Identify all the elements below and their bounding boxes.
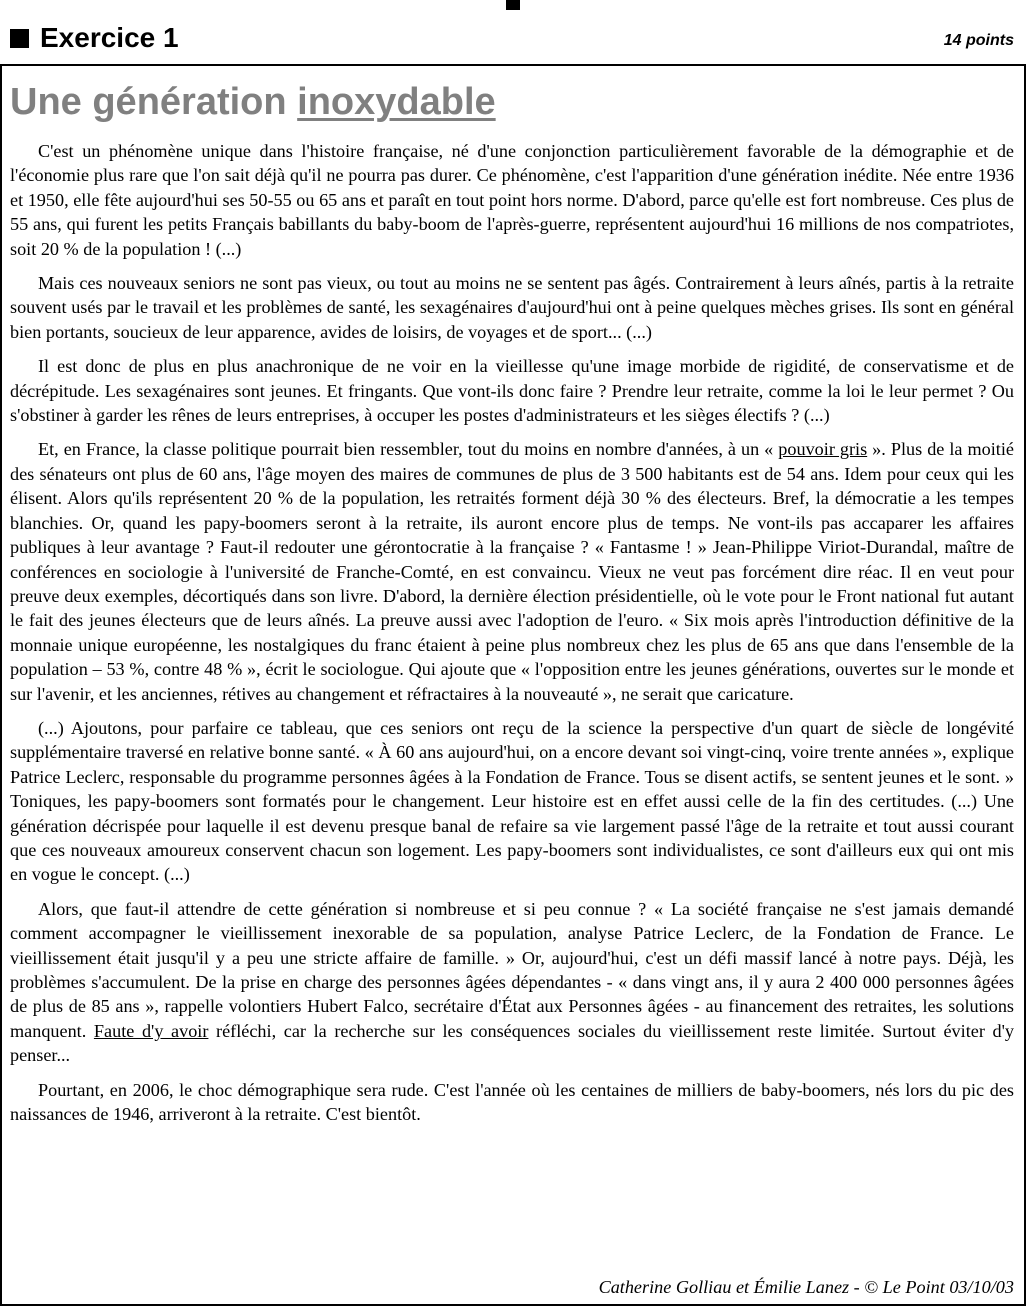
article-title <box>10 80 496 124</box>
paragraph-4-rest: ». Plus de la moitié des sénateurs ont plus de 60 ans, l'âge moyen des maires de communes de plus de 3 500 habitants est de 54 ans. Idem pour ceux qui les élisent. Alors qu'ils représentent 20 % de la population, les retraités forment déjà 30 % des électeurs. Bref, la démocratie a les tempes blanchies. Or, quand les papy-boomers seront à la retraite, ils auront encore plus de temps. Ne vont-ils pas accaparer les affaires publiques à leur avantage ? Faut-il redouter une gérontocratie à la française ? « Fantasme ! » Jean-Philippe Viriot-Durandal, maître de conférences en sociologie à l'université de Franche-Comté, en est convaincu. Vieux ne veut pas forcément dire réac. Il en veut pour preuve deux exemples, décortiqués dans son livre. D'abord, la dernière élection présidentielle, où le vote pour le Front national fut autant le fait des jeunes électeurs que de leurs aînés. La preuve aussi avec l'adoption de l'euro. « Six mois après l'introduction définitive de la monnaie unique européenne, les nostalgiques du franc étaient à peine plus nombreux chez les plus de 65 ans que dans l'ensemble de la population – 53 %, contre 48 % », écrit le sociologue. Qui ajoute que « l'opposition entre les jeunes générations, ouvertes sur le monde et sur l'avenir, et les anciennes, rétives au changement et réfractaires à la nouveauté », ne serait que caricature. <box>10 439 1014 704</box>
article-title-underlined: inoxydable <box>297 81 496 123</box>
paragraph-6-start: Alors, que faut-il attendre de cette génération si nombreuse et si peu connue ? « La société française ne s'est jamais demandé comment accompagner le vieillissement inexorable de sa population, analyse Patrice Leclerc, de la Fondation de France. Le vieillissement était jusqu'il y a peu une stricte affaire de famille. » Or, aujourd'hui, c'est un défi massif lancé à notre pays. Déjà, les problèmes s'accumulent. De la prise en charge des personnes âgées dépendantes - « dans vingt ans, il y aura 2 400 000 personnes âgées de plus de 85 ans », rappelle volontiers Hubert Falco, secrétaire d'État aux Personnes âgées - au financement des retraites, les solutions manquent. <box>10 898 1014 1041</box>
paragraph-6 <box>10 897 1014 1068</box>
square-bullet-icon <box>10 29 29 48</box>
top-marker <box>506 0 520 10</box>
article-signature: Catherine Golliau et Émilie Lanez - © Le Point 03/10/03 <box>598 1277 1014 1297</box>
paragraph-2: Mais ces nouveaux seniors ne sont pas vieux, ou tout au moins ne se sentent pas âgés. Contrairement à leurs aînés, partis à la retraite souvent usés par le travail et les problèmes de santé, les sexagénaires d'aujourd'hui ont à peine quelques mèches grises. Ils sont en général bien portants, soucieux de leur apparence, avides de loisirs, de voyages et de sport... (...) <box>10 273 1014 342</box>
paragraph-3: Il est donc de plus en plus anachronique de ne voir en la vieillesse qu'une image morbide de rigidité, de conservatisme et de décrépitude. Les sexagénaires sont jeunes. Et fringants. Que vont-ils donc faire ? Prendre leur retraite, comme la loi le leur permet ? Ou s'obstiner à garder les rênes de leurs entreprises, à occuper les postes d'administrateurs et les sièges électifs ? (...) <box>10 356 1014 426</box>
article-body <box>10 139 1014 1136</box>
underlined-pouvoir-gris: pouvoir gris <box>778 439 868 460</box>
paragraph-4-start: Et, en France, la classe politique pourrait bien ressembler, tout du moins en nombre d'années, à un « <box>38 439 779 460</box>
exercise-points: 14 points <box>943 32 1014 49</box>
article-title-part1: Une génération <box>10 81 298 123</box>
paragraph-6-rest: réfléchi, car la recherche sur les conséquences sociales du vieillissement reste limitée. Surtout éviter d'y penser... <box>10 1020 1014 1066</box>
exercise-title: Exercice 1 <box>40 22 179 53</box>
paragraph-4 <box>10 437 1014 705</box>
exercise-header <box>10 20 1014 56</box>
paragraph-7: Pourtant, en 2006, le choc démographique sera rude. C'est l'année où les centaines de milliers de baby-boomers, nés lors du pic des naissances de 1946, arriveront à la retraite. C'est bientôt. <box>10 1079 1014 1125</box>
underlined-faute-dy-avoir: Faute d'y avoir <box>93 1020 209 1041</box>
paragraph-1: C'est un phénomène unique dans l'histoire française, né d'une conjonction particulièrement favorable de la démographie et de l'économie plus rare que l'on sait déjà qu'il ne pourra pas durer. Ce phénomène, c'est l'apparition d'une génération inédite. Née entre 1936 et 1950, elle fête aujourd'hui ses 50-55 ou 65 ans et paraît en tout point hors norme. D'abord, parce qu'elle est fort nombreuse. Ces plus de 55 ans, qui furent les petits Français babillants du baby-boom de l'après-guerre, représentent aujourd'hui 16 millions de nos compatriotes, soit 20 % de la population ! (...) <box>10 141 1014 259</box>
paragraph-5: (...) Ajoutons, pour parfaire ce tableau, que ces seniors ont reçu de la science la perspective d'un quart de siècle de longévité supplémentaire traversé en relative bonne santé. « À 60 ans aujourd'hui, on a encore devant soi vingt-cinq, voire trente années », explique Patrice Leclerc, responsable du programme personnes âgées à la Fondation de France. Tous se disent actifs, se sentent jeunes et le sont. » Toniques, les papy-boomers sont formatés pour le changement. Leur histoire est en effet aussi celle de la fin des certitudes. (...) Une génération décrispée pour laquelle il est devenu presque banal de refaire sa vie largement passé l'âge de la retraite et tout aussi courant que ces nouveaux amoureux conservent chacun son logement. Les papy-boomers sont individualistes, ce sont d'ailleurs eux qui ont mis en vogue le concept. (...) <box>10 717 1014 885</box>
